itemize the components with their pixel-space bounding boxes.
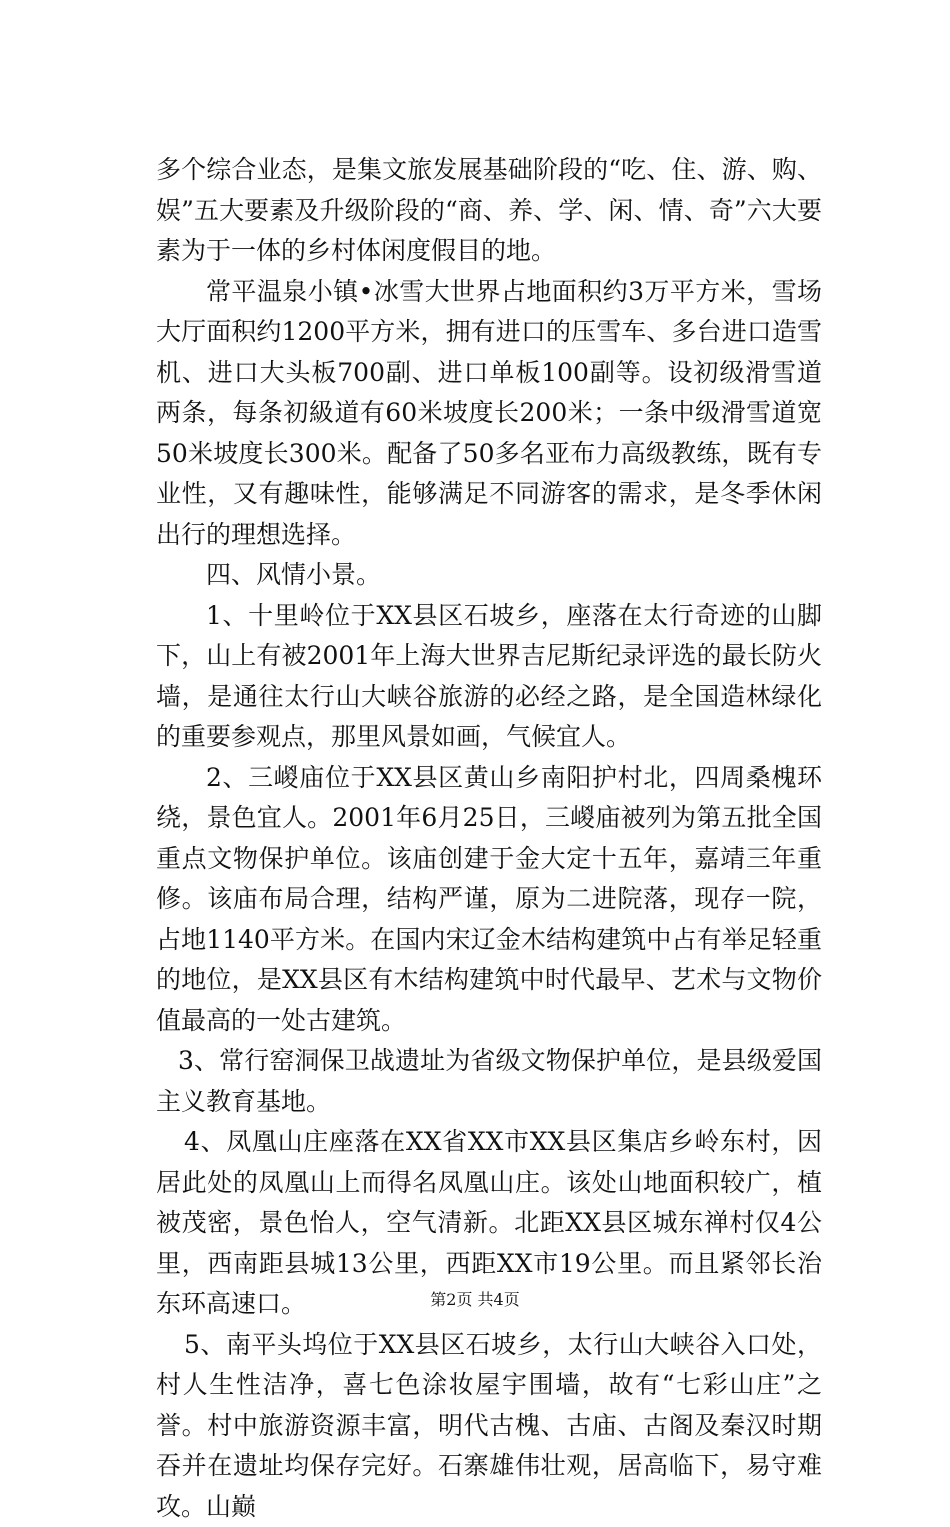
paragraph-sanzong-temple: 2、三嵕庙位于XX县区黄山乡南阳护村北，四周桑槐环绕，景色宜人。2001年6月25日，三嵕庙被列为第五批全国重点文物保护单位。该庙创建于金大定十五年，嘉靖三年重修。该庙布局合理，结构严谨，原为二进院落，现存一院，占地1140平方米。在国内宋辽金木结构建筑中占有举足轻重的地位，是XX县区有木结构建筑中时代最早、艺术与文物价值最高的一处古建筑。: [156, 758, 822, 1042]
paragraph-nanping-village: 5、南平头坞位于XX县区石坡乡，太行山大峡谷入口处，村人生性洁净，喜七色涂妆屋宇围墙，故有“七彩山庄”之誉。村中旅游资源丰富，明代古槐、古庙、古阁及秦汉时期吞并在遗址均保存完好。石寨雄伟壮观，居高临下，易守难攻。山巅: [156, 1325, 822, 1527]
section-heading-scenery: 四、风情小景。: [156, 555, 822, 596]
paragraph-shililing: 1、十里岭位于XX县区石坡乡，座落在太行奇迹的山脚下，山上有被2001年上海大世界吉尼斯纪录评选的最长防火墙，是通往太行山大峡谷旅游的必经之路，是全国造林绿化的重要参观点，那里风景如画，气候宜人。: [156, 596, 822, 758]
page-number-footer: 第2页 共4页: [0, 1290, 950, 1310]
paragraph-ice-snow-world: 常平温泉小镇•冰雪大世界占地面积约3万平方米，雪场大厅面积约1200平方米，拥有进口的压雪车、多台进口造雪机、进口大头板700副、进口单板100副等。设初级滑雪道两条，每条初級道有60米坡度长200米；一条中级滑雪道宽50米坡度长300米。配备了50多名亚布力高级教练，既有专业性，又有趣味性，能够满足不同游客的需求，是冬季休闲出行的理想选择。: [156, 272, 822, 556]
paragraph-cave-defense-site: 3、常行窑洞保卫战遗址为省级文物保护单位，是县级爱国主义教育基地。: [156, 1041, 822, 1122]
document-body: [156, 150, 822, 1527]
paragraph-phoenix-villa: 4、凤凰山庄座落在XX省XX市XX县区集店乡岭东村，因居此处的凤凰山上而得名凤凰山庄。该处山地面积较广，植被茂密，景色怡人，空气清新。北距XX县区城东禅村仅4公里，西南距县城13公里，西距XX市19公里。而且紧邻长治东环高速口。: [156, 1122, 822, 1325]
paragraph-intro-continued: 多个综合业态，是集文旅发展基础阶段的“吃、住、游、购、娱”五大要素及升级阶段的“商、养、学、闲、情、奇”六大要素为于一体的乡村体闲度假目的地。: [156, 150, 822, 272]
